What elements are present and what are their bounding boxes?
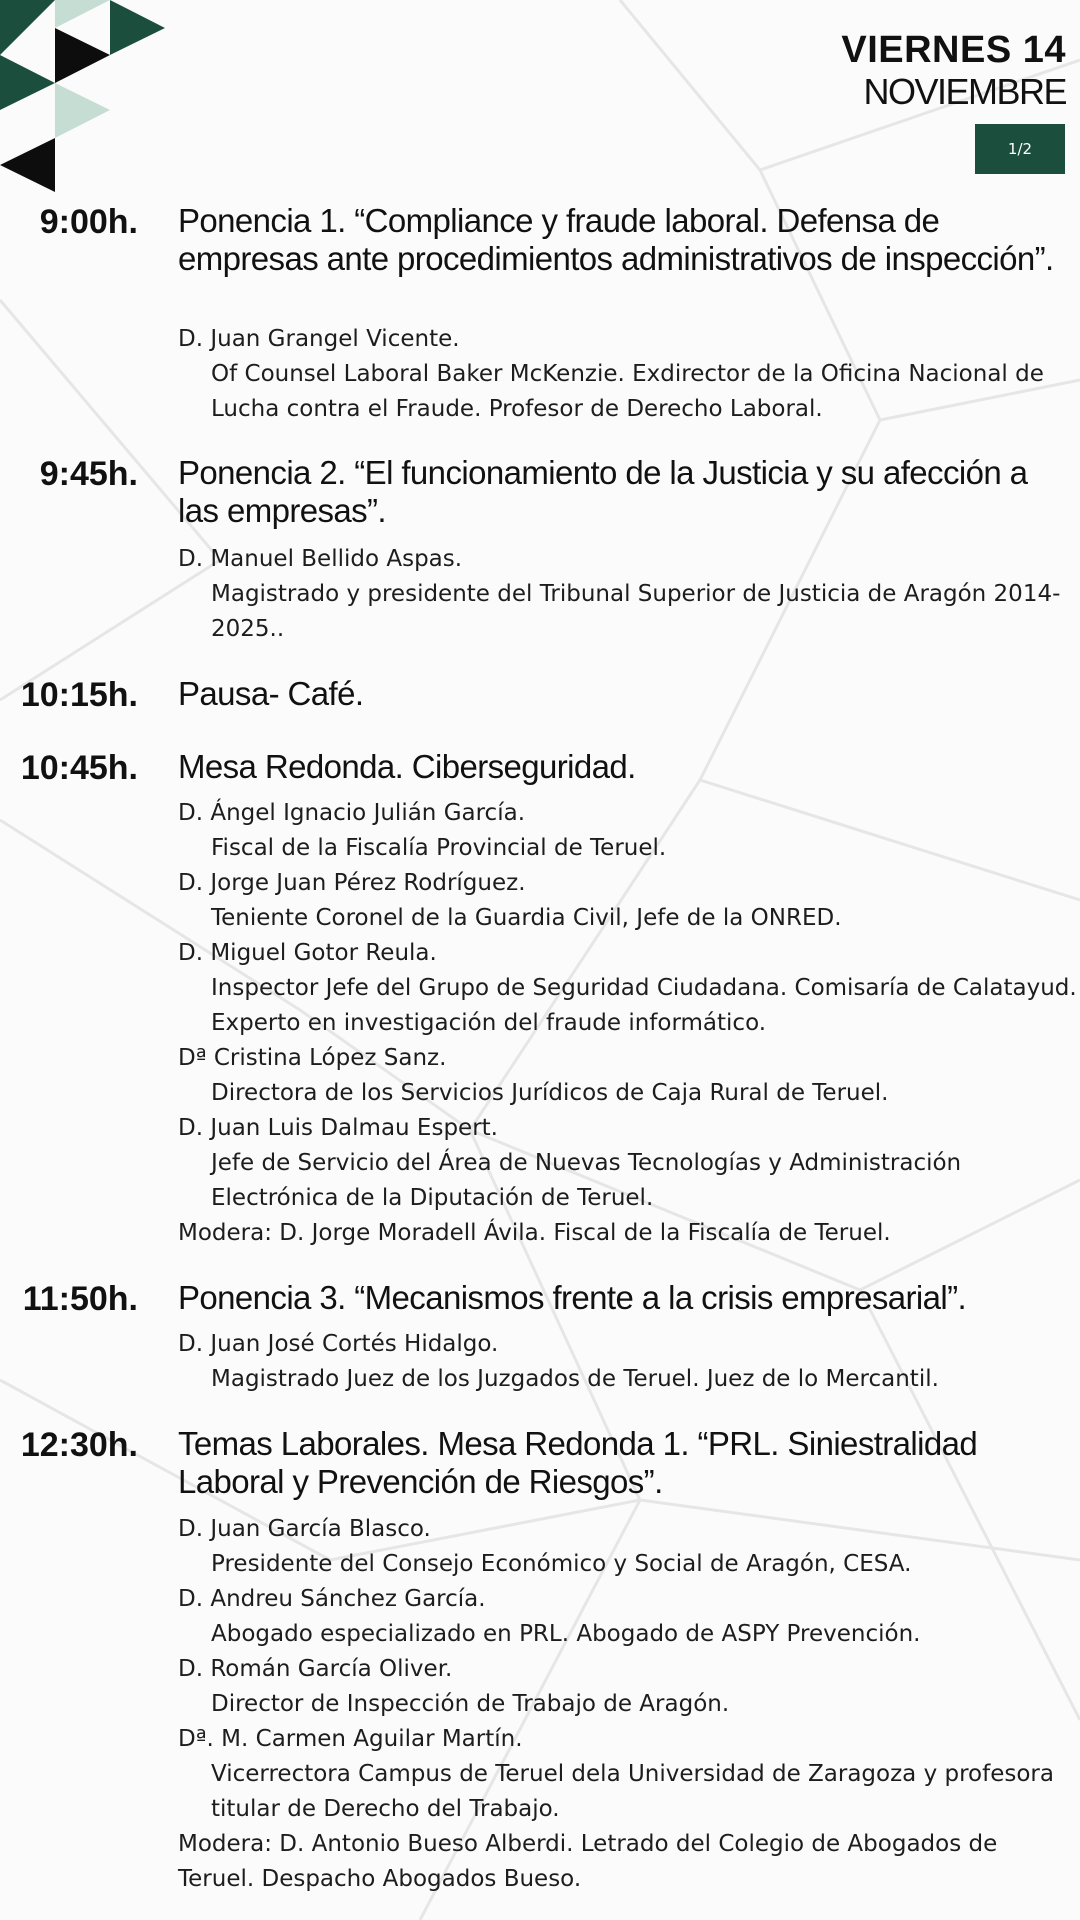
speaker-name: D. Manuel Bellido Aspas.: [178, 546, 463, 572]
speaker-role: Magistrado Juez de los Juzgados de Teruel. Juez de lo Mercantil.: [211, 1366, 939, 1392]
speaker-name: D. Ángel Ignacio Julián García.: [178, 800, 525, 826]
speaker-list: [178, 796, 1078, 1251]
session-time: 9:45h.: [39, 455, 138, 493]
speaker-role: Inspector Jefe del Grupo de Seguridad Ciudadana. Comisaría de Calatayud. Experto en investigación del fraude informático.: [211, 975, 1077, 1036]
speaker-role: Presidente del Consejo Económico y Social de Aragón, CESA.: [211, 1551, 912, 1577]
session-time: 10:45h.: [20, 749, 138, 787]
date-month: NOVIEMBRE: [863, 71, 1066, 112]
session-time: 10:15h.: [20, 676, 138, 714]
session-title: Ponencia 1. “Compliance y fraude laboral. Defensa de empresas ante procedimientos administrativos de inspección”.: [178, 202, 1054, 277]
session-title: Ponencia 3. “Mecanismos frente a la crisis empresarial”.: [178, 1279, 967, 1316]
speaker-role: Directora de los Servicios Jurídicos de Caja Rural de Teruel.: [211, 1080, 889, 1106]
session-title: Ponencia 2. “El funcionamiento de la Justicia y su afección a las empresas”.: [178, 454, 1028, 529]
speaker-role: Abogado especializado en PRL. Abogado de ASPY Prevención.: [211, 1621, 921, 1647]
page-indicator: 1/2: [975, 124, 1065, 174]
speaker-role: Director de Inspección de Trabajo de Aragón.: [211, 1691, 730, 1717]
speaker-role: Magistrado y presidente del Tribunal Superior de Justicia de Aragón 2014-2025..: [211, 581, 1061, 642]
speaker-name: D. Jorge Juan Pérez Rodríguez.: [178, 870, 526, 896]
date-header: [841, 28, 1066, 112]
speaker-name: D. Juan García Blasco.: [178, 1516, 431, 1542]
speaker-name: D. Juan Grangel Vicente.: [178, 326, 460, 352]
session-title: Temas Laborales. Mesa Redonda 1. “PRL. Siniestralidad Laboral y Prevención de Riesgos”.: [178, 1425, 978, 1500]
speaker-role: Of Counsel Laboral Baker McKenzie. Exdirector de la Oficina Nacional de Lucha contra el Fraude. Profesor de Derecho Laboral.: [211, 361, 1044, 422]
speaker-role: Fiscal de la Fiscalía Provincial de Teruel.: [211, 835, 667, 861]
session-time: 12:30h.: [20, 1426, 138, 1464]
speaker-name: Dª Cristina López Sanz.: [178, 1045, 447, 1071]
session-time: 9:00h.: [39, 203, 138, 241]
speaker-role: Vicerrectora Campus de Teruel dela Universidad de Zaragoza y profesora titular de Derecho del Trabajo.: [211, 1761, 1054, 1822]
speaker-name: D. Juan José Cortés Hidalgo.: [178, 1331, 499, 1357]
speaker-name: D. Román García Oliver.: [178, 1656, 453, 1682]
moderator: Modera: D. Jorge Moradell Ávila. Fiscal de la Fiscalía de Teruel.: [178, 1220, 891, 1246]
speaker-list: [178, 1327, 1078, 1397]
session-title: Pausa- Café.: [178, 675, 364, 712]
speaker-role: Teniente Coronel de la Guardia Civil, Jefe de la ONRED.: [211, 905, 842, 931]
speaker-name: D. Juan Luis Dalmau Espert.: [178, 1115, 498, 1141]
session-time: 11:50h.: [22, 1280, 138, 1318]
date-day: VIERNES 14: [841, 29, 1066, 71]
speaker-list: [178, 542, 1078, 647]
logo-triangles: [0, 0, 170, 195]
speaker-name: Dª. M. Carmen Aguilar Martín.: [178, 1726, 523, 1752]
speaker-list: [178, 1512, 1078, 1897]
speaker-list: [178, 322, 1078, 427]
moderator: Modera: D. Antonio Bueso Alberdi. Letrado del Colegio de Abogados de Teruel. Despacho Abogados Bueso.: [178, 1831, 998, 1892]
speaker-name: D. Andreu Sánchez García.: [178, 1586, 486, 1612]
speaker-name: D. Miguel Gotor Reula.: [178, 940, 437, 966]
speaker-role: Jefe de Servicio del Área de Nuevas Tecnologías y Administración Electrónica de la Diputación de Teruel.: [211, 1150, 962, 1211]
session-title: Mesa Redonda. Ciberseguridad.: [178, 748, 636, 785]
